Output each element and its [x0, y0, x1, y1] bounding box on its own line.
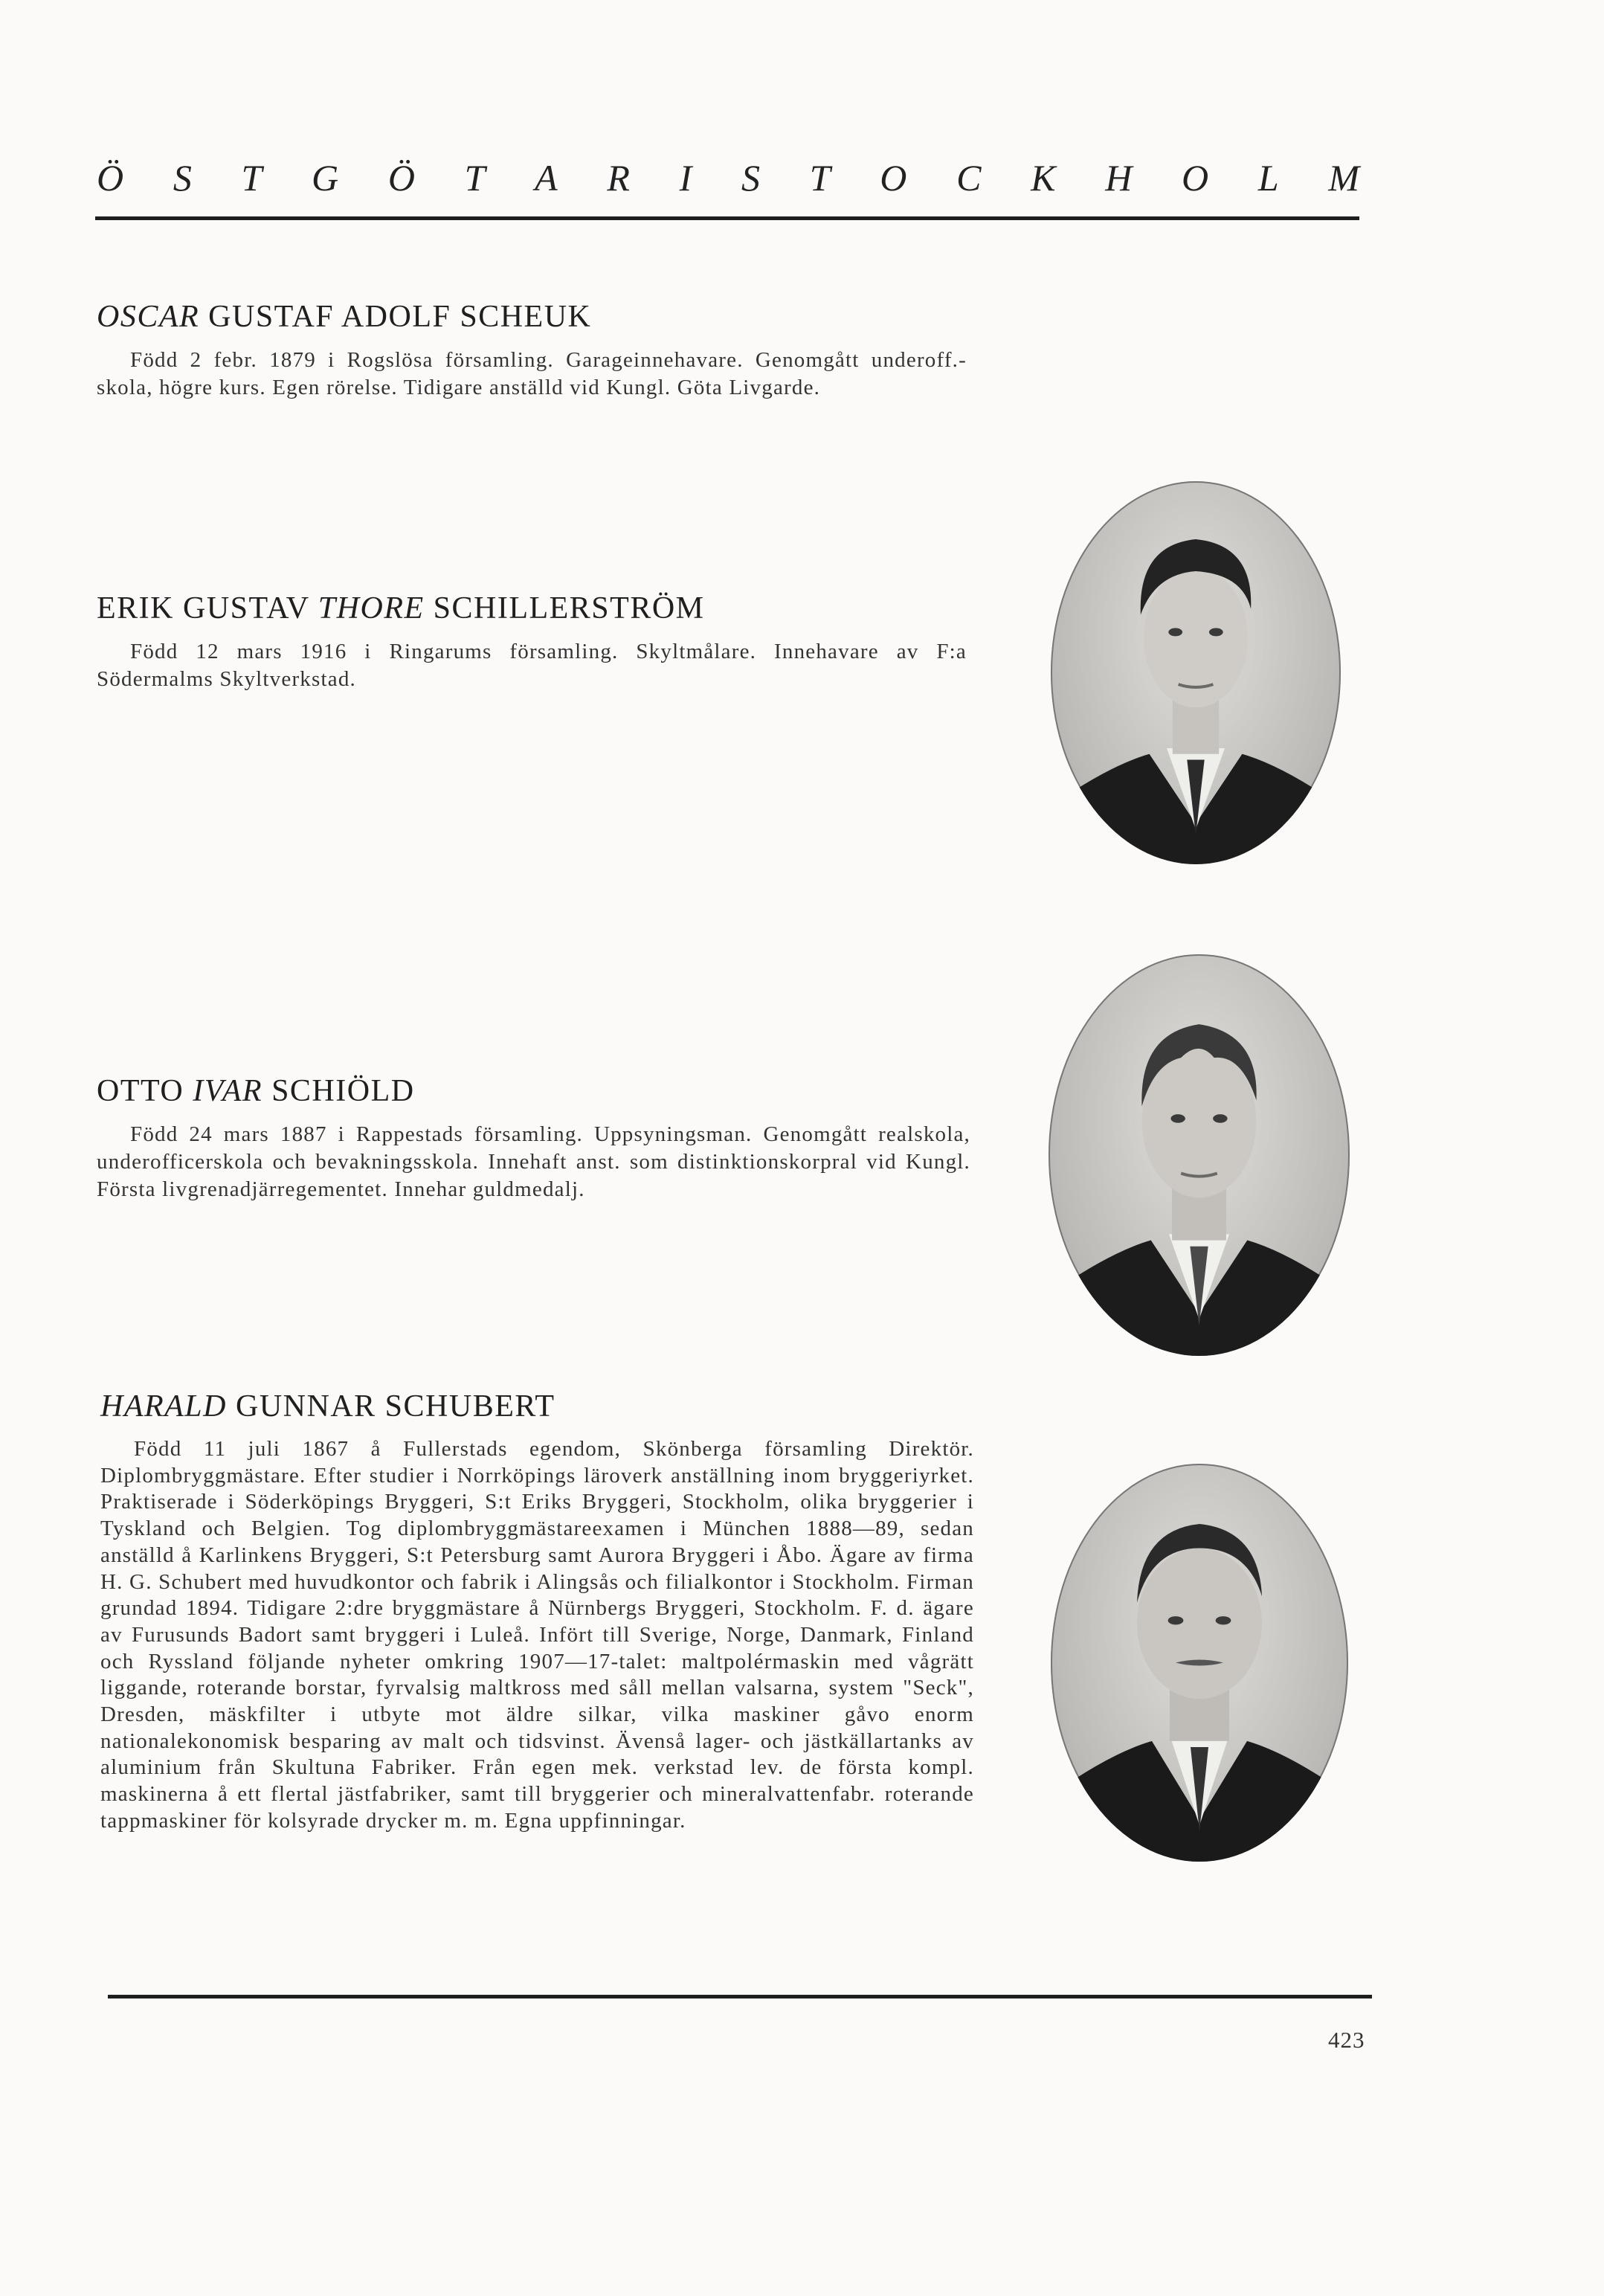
header-letter: T [464, 157, 487, 199]
name-prefix: OTTO [97, 1074, 193, 1108]
entry-name [97, 1073, 970, 1109]
running-header [97, 156, 1361, 199]
header-letter: A [535, 157, 559, 199]
biography-entry [97, 591, 967, 693]
header-letter: T [241, 157, 264, 199]
name-given: HARALD [100, 1389, 227, 1424]
biography-entry [97, 299, 967, 402]
header-letter: M [1328, 157, 1361, 199]
portrait-photo [1051, 1464, 1348, 1862]
entry-bio: Född 12 mars 1916 i Ringarums församling. Skyltmålare. Innehavare av F:a Södermalms Skyltverkstad. [97, 640, 967, 691]
header-letter: K [1031, 157, 1057, 199]
portrait-photo [1051, 481, 1341, 864]
footer-rule [108, 1995, 1372, 1998]
header-letter: Ö [387, 157, 416, 199]
header-rule [95, 216, 1359, 220]
entry-name [100, 1389, 974, 1424]
header-letter: G [312, 157, 341, 199]
biography-entry [100, 1389, 974, 1835]
header-letter: Ö [97, 157, 126, 199]
name-suffix: SCHILLERSTRÖM [424, 591, 705, 626]
entry-bio: Född 24 mars 1887 i Rappestads församling. Uppsyningsman. Genomgått realskola, underofficerskola och bevakningsskola. Innehaft anst. som distinktionskorpral vid Kungl. Första livgrenadjärregementet. Innehar guldmedalj. [97, 1122, 970, 1201]
page-number: 423 [1328, 2027, 1365, 2053]
name-given: OSCAR [97, 300, 200, 334]
header-letter: H [1105, 157, 1134, 199]
name-suffix: GUSTAF ADOLF SCHEUK [199, 300, 592, 334]
name-suffix: GUNNAR SCHUBERT [227, 1389, 555, 1424]
entry-bio: Född 11 juli 1867 å Fullerstads egendom, Skönberga församling Direktör. Diplombryggmästare. Efter studier i Norrköpings läroverk anställning inom bryggeriyrket. Praktiserade i Söderköpings Bryggeri, S:t Eriks Bryggeri, Stockholm, olika bryggerier i Tyskland och Belgien. Tog diplombryggmästareexamen i München 1888—89, sedan anställd å Karlinkens Bryggeri, S:t Petersburg samt Aurora Bryggeri i Åbo. Ägare av firma H. G. Schubert med huvudkontor och fabrik i Alingsås och filialkontor i Stockholm. Firman grundad 1894. Tidigare 2:dre bryggmästare å Nürnbergs Bryggeri, Stockholm. F. d. ägare av Furusunds Badort samt bryggeri i Luleå. Infört till Sverige, Norge, Danmark, Finland och Ryssland följande nyheter omkring 1907—17-talet: maltpolérmaskin med vågrätt liggande, roterande borstar, fyrvalsig maltkross med såll mellan valsarna, system "Seck", Dresden, mäskfilter i utbyte mot äldre silkar, vilka maskiner gåvo enorm nationalekonomisk besparing av malt och tidsvinst. Ävenså lager- och jästkällartanks av aluminium från Skultuna Fabriker. Från egen mek. verkstad lev. de första kompl. maskinerna å ett flertal jästfabriker, samt till bryggerier och mineralvattenfabr. roterande tappmaskiner för kolsyrade drycker m. m. Egna uppfinningar. [100, 1437, 974, 1833]
header-letter: S [173, 157, 193, 199]
header-letter: O [1182, 157, 1211, 199]
header-letter: T [809, 157, 832, 199]
name-suffix: SCHIÖLD [262, 1074, 415, 1108]
name-prefix: ERIK GUSTAV [97, 591, 318, 626]
entry-bio: Född 2 febr. 1879 i Rogslösa församling. Garageinnehavare. Genomgått underoff.-skola, högre kurs. Egen rörelse. Tidigare anställd vid Kungl. Göta Livgarde. [97, 348, 967, 399]
entry-name [97, 591, 967, 626]
portrait-photo [1049, 954, 1350, 1356]
biography-entry [97, 1073, 970, 1203]
name-given: IVAR [193, 1074, 263, 1108]
header-letter: I [679, 157, 694, 199]
header-letter: O [880, 157, 909, 199]
header-letter: C [956, 157, 983, 199]
header-letter: R [607, 157, 631, 199]
name-given: THORE [318, 591, 425, 626]
entry-name [97, 299, 967, 335]
header-letter: S [741, 157, 762, 199]
header-letter: L [1257, 157, 1281, 199]
